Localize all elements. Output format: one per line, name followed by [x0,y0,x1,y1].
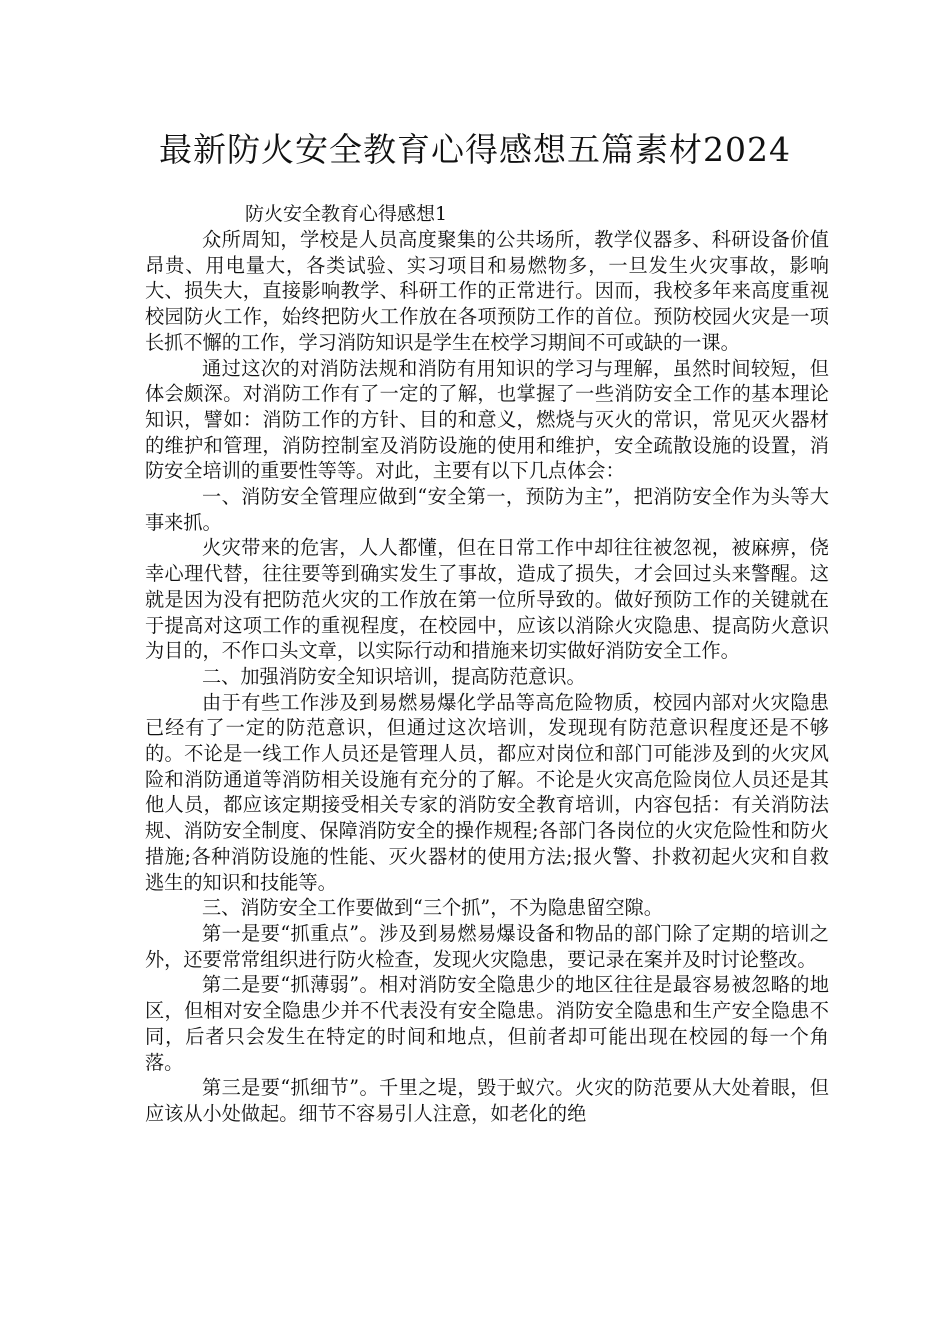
paragraph: 通过这次的对消防法规和消防有用知识的学习与理解，虽然时间较短，但体会颇深。对消防工作有了一定的了解，也掌握了一些消防安全工作的基本理论知识，譬如：消防工作的方针、目的和意义，燃烧与灭火的常识，常见灭火器材的维护和管理，消防控制室及消防设施的使用和维护，安全疏散设施的设置，消防安全培训的重要性等等。对此，主要有以下几点体会： [145,356,829,483]
paragraph: 由于有些工作涉及到易燃易爆化学品等高危险物质，校园内部对火灾隐患已经有了一定的防范意识，但通过这次培训，发现现有防范意识程度还是不够的。不论是一线工作人员还是管理人员，都应对岗位和部门可能涉及到的火灾风险和消防通道等消防相关设施有充分的了解。不论是火灾高危险岗位人员还是其他人员，都应该定期接受相关专家的消防安全教育培训，内容包括：有关消防法规、消防安全制度、保障消防安全的操作规程;各部门各岗位的火灾危险性和防火措施;各种消防设施的性能、灭火器材的使用方法;报火警、扑救初起火灾和自救逃生的知识和技能等。 [145,690,829,894]
paragraph: 二、加强消防安全知识培训，提高防范意识。 [202,664,586,688]
paragraph: 第一是要“抓重点”。涉及到易燃易爆设备和物品的部门除了定期的培训之外，还要常常组织进行防火检查，发现火灾隐患，要记录在案并及时讨论整改。 [145,921,829,971]
document-title: 最新防火安全教育心得感想五篇素材2024 [159,130,791,169]
paragraph: 一、消防安全管理应做到“安全第一，预防为主”，把消防安全作为头等大事来抓。 [145,485,829,534]
document-body [145,227,829,1127]
paragraph: 第三是要“抓细节”。千里之堤，毁于蚁穴。火灾的防范要从大处着眼，但应该从小处做起。细节不容易引人注意，如老化的绝 [145,1076,829,1125]
section-heading: 防火安全教育心得感想1 [245,203,448,225]
paragraph: 第二是要“抓薄弱”。相对消防安全隐患少的地区往往是最容易被忽略的地区，但相对安全隐患少并不代表没有安全隐患。消防安全隐患和生产安全隐患不同，后者只会发生在特定的时间和地点，但前者却可能出现在校园的每一个角落。 [145,973,829,1074]
paragraph: 火灾带来的危害，人人都懂，但在日常工作中却往往被忽视，被麻痹，侥幸心理代替，往往要等到确实发生了事故，造成了损失，才会回过头来警醒。这就是因为没有把防范火灾的工作放在第一位所导致的。做好预防工作的关键就在于提高对这项工作的重视程度，在校园中，应该以消除火灾隐患、提高防火意识为目的，不作口头文章，以实际行动和措施来切实做好消防安全工作。 [145,536,829,663]
paragraph: 三、消防安全工作要做到“三个抓”，不为隐患留空隙。 [202,896,663,920]
paragraph: 众所周知，学校是人员高度聚集的公共场所，教学仪器多、科研设备价值昂贵、用电量大，各类试验、实习项目和易燃物多，一旦发生火灾事故，影响大、损失大，直接影响教学、科研工作的正常进行。因而，我校多年来高度重视校园防火工作，始终把防火工作放在各项预防工作的首位。预防校园火灾是一项长抓不懈的工作，学习消防知识是学生在校学习期间不可或缺的一课。 [145,228,829,354]
